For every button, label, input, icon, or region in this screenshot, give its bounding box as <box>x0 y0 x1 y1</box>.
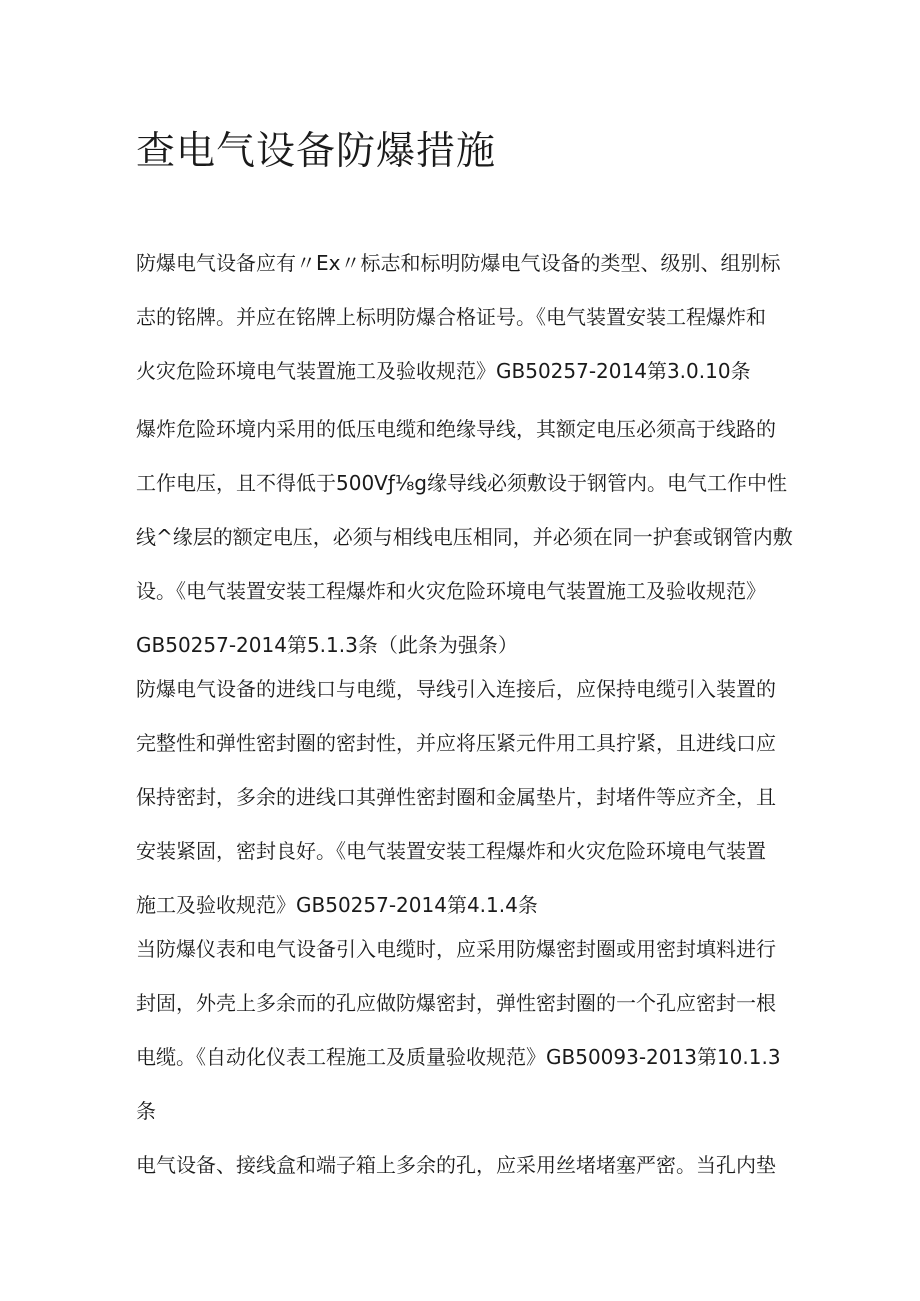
paragraph-cable-voltage <box>136 402 793 672</box>
paragraph-line: 电缆。《自动化仪表工程施工及质量验收规范》GB50093-2013第10.1.3 <box>136 1045 781 1069</box>
paragraph-line: 完整性和弹性密封圈的密封性，并应将压紧元件用工具拧紧，且进线口应 <box>136 731 776 755</box>
paragraph-line: 线^缘层的额定电压，必须与相线电压相同，并必须在同一护套或钢管内敷 <box>136 525 793 549</box>
paragraph-ex-marking <box>136 236 780 398</box>
paragraph-line: 工作电压，且不得低于500Vƒ⅛g缘导线必须敷设于钢管内。电气工作中性 <box>136 471 787 495</box>
paragraph-line: 电气设备、接线盒和端子箱上多余的孔，应采用丝堵堵塞严密。当孔内垫 <box>136 1153 776 1177</box>
paragraph-line: 防爆电气设备的进线口与电缆，导线引入连接后，应保持电缆引入装置的 <box>136 677 776 701</box>
paragraph-line: 保持密封，多余的进线口其弹性密封圈和金属垫片，封堵件等应齐全，且 <box>136 785 776 809</box>
page-title: 查电气设备防爆措施 <box>136 129 497 174</box>
paragraph-line: 设。《电气装置安装工程爆炸和火灾危险环境电气装置施工及验收规范》 <box>136 579 766 603</box>
paragraph-line: GB50257-2014第5.1.3条（此条为强条） <box>136 633 518 657</box>
paragraph-line: 当防爆仪表和电气设备引入电缆时，应采用防爆密封圈或用密封填料进行 <box>136 937 776 961</box>
paragraph-line: 防爆电气设备应有〃Ex〃标志和标明防爆电气设备的类型、级别、组别标 <box>136 251 781 275</box>
paragraph-line: 施工及验收规范》GB50257-2014第4.1.4条 <box>136 893 538 917</box>
paragraph-line: 火灾危险环境电气装置施工及验收规范》GB50257-2014第3.0.10条 <box>136 359 751 383</box>
paragraph-instrument-sealing <box>136 922 781 1138</box>
paragraph-line: 条 <box>136 1099 156 1123</box>
paragraph-line: 安装紧固，密封良好。《电气装置安装工程爆炸和火灾危险环境电气装置 <box>136 839 766 863</box>
paragraph-line: 封固，外壳上多余而的孔应做防爆密封，弹性密封圈的一个孔应密封一根 <box>136 991 776 1015</box>
paragraph-line: 志的铭牌。并应在铭牌上标明防爆合格证号。《电气装置安装工程爆炸和 <box>136 305 766 329</box>
paragraph-line: 爆炸危险环境内采用的低压电缆和绝缘导线，其额定电压必须高于线路的 <box>136 417 776 441</box>
paragraph-unused-holes <box>136 1138 776 1192</box>
paragraph-cable-entry <box>136 662 776 932</box>
